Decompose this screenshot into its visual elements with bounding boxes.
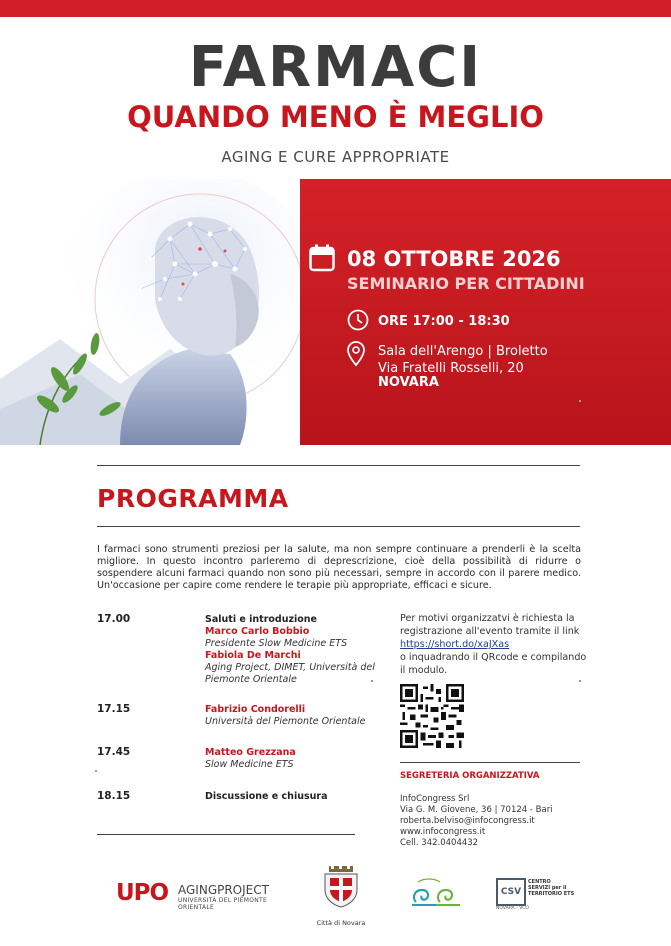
upo-aging-project-logo [116, 880, 286, 910]
aging-project-logo-text: AGINGPROJECT [178, 883, 269, 897]
segreteria-contacts [400, 794, 600, 849]
event-time: ORE 17:00 - 18:30 [378, 314, 510, 329]
speaker-name: Fabrizio Condorelli [205, 704, 306, 715]
segreteria-company: InfoCongress Srl [400, 794, 470, 804]
dot-decoration [579, 400, 581, 402]
csv-place: NOVARA - VCO [496, 906, 529, 911]
schedule-item-1 [205, 614, 375, 686]
segreteria-phone: Cell. 342.0404432 [400, 838, 479, 848]
schedule-item-2 [205, 704, 375, 728]
event-date: 08 OTTOBRE 2026 [347, 247, 561, 271]
schedule-time-3: 17.45 [97, 746, 131, 758]
speaker-role: Università del Piemonte Orientale [205, 716, 366, 727]
event-address: Via Fratelli Rosselli, 20 [378, 361, 524, 376]
divider-top [97, 465, 580, 466]
divider-schedule-bottom [97, 834, 355, 835]
divider-mid [97, 526, 580, 527]
schedule-title: Saluti e introduzione [205, 614, 317, 625]
speaker-role: Aging Project, DIMET, Università del Piemonte Orientale [205, 662, 375, 685]
dot-decoration [579, 680, 581, 682]
slow-medicine-logo [410, 876, 464, 912]
csv-line-3: TERRITORIO ETS [528, 891, 575, 897]
csv-line-2: SERVIZI per il [528, 885, 567, 891]
novara-crest-logo [316, 866, 366, 927]
hero-banner [0, 179, 671, 445]
hero-red-panel [240, 179, 671, 445]
programma-heading: PROGRAMMA [97, 484, 289, 513]
novara-logo-caption: Città di Novara [316, 919, 366, 927]
segreteria-website[interactable]: www.infocongress.it [400, 827, 486, 837]
segreteria-address: Via G. M. Giovene, 36 | 70124 - Bari [400, 805, 553, 815]
registration-text: Per motivi organizzatvi è richiesta la registrazione all'evento tramite il link [400, 613, 580, 637]
event-venue: Sala dell'Arengo | Broletto [378, 344, 548, 359]
calendar-icon [309, 244, 335, 272]
event-type: SEMINARIO PER CITTADINI [347, 274, 585, 293]
csv-logo [496, 878, 576, 912]
schedule-item-3 [205, 747, 375, 771]
poster-tagline: AGING E CURE APPROPRIATE [221, 148, 450, 166]
dot-decoration [371, 680, 373, 682]
upo-logo-text: UPO [116, 880, 169, 906]
snail-icon [410, 876, 464, 912]
schedule-item-4 [205, 791, 375, 803]
schedule-title: Discussione e chiusura [205, 791, 328, 802]
speaker-name: Marco Carlo Bobbio [205, 626, 310, 637]
speaker-name: Fabiola De Marchi [205, 650, 301, 661]
schedule-time-1: 17.00 [97, 613, 131, 625]
registration-info [400, 612, 590, 677]
schedule-time-4: 18.15 [97, 790, 131, 802]
speaker-name: Matteo Grezzana [205, 747, 296, 758]
segreteria-email[interactable]: roberta.belviso@infocongress.it [400, 816, 535, 826]
csv-line-1: CENTRO [528, 879, 551, 885]
registration-text-after: o inquadrando il QRcode e compilando il modulo. [400, 652, 587, 676]
top-accent-bar [0, 0, 671, 17]
speaker-role: Presidente Slow Medicine ETS [205, 638, 348, 649]
aging-project-subtitle: UNIVERSITÀ DEL PIEMONTE ORIENTALE [178, 897, 268, 911]
speaker-role: Slow Medicine ETS [205, 759, 294, 770]
schedule-time-2: 17.15 [97, 703, 131, 715]
programma-intro: I farmaci sono strumenti preziosi per la salute, ma non sempre continuare a prenderli è la scelta migliore. In questo incontro parleremo di deprescrizione, cioè della possibilità di ridurre o sospendere alcuni farmaci quando non sono più necessari, sempre in accordo con il parere medico. Un'occasione per capire come rendere le terapie più appropriate, efficaci e sicure. [97, 544, 581, 591]
segreteria-heading: SEGRETERIA ORGANIZZATIVA [400, 771, 540, 781]
clock-icon [347, 309, 369, 331]
dot-decoration [95, 770, 97, 772]
csv-logo-mark [496, 878, 526, 906]
location-pin-icon [347, 341, 365, 367]
city-crest-icon [321, 866, 361, 908]
qr-code[interactable] [400, 684, 464, 748]
registration-link[interactable]: https://short.do/xaJXas [400, 639, 510, 650]
divider-segreteria [400, 762, 580, 763]
poster-title: FARMACI [188, 35, 483, 100]
csv-mark-text: CSV [500, 887, 522, 897]
elderly-woman-brain-illustration [0, 179, 300, 445]
event-city: NOVARA [378, 375, 439, 390]
poster-subtitle: QUANDO MENO È MEGLIO [127, 100, 544, 134]
